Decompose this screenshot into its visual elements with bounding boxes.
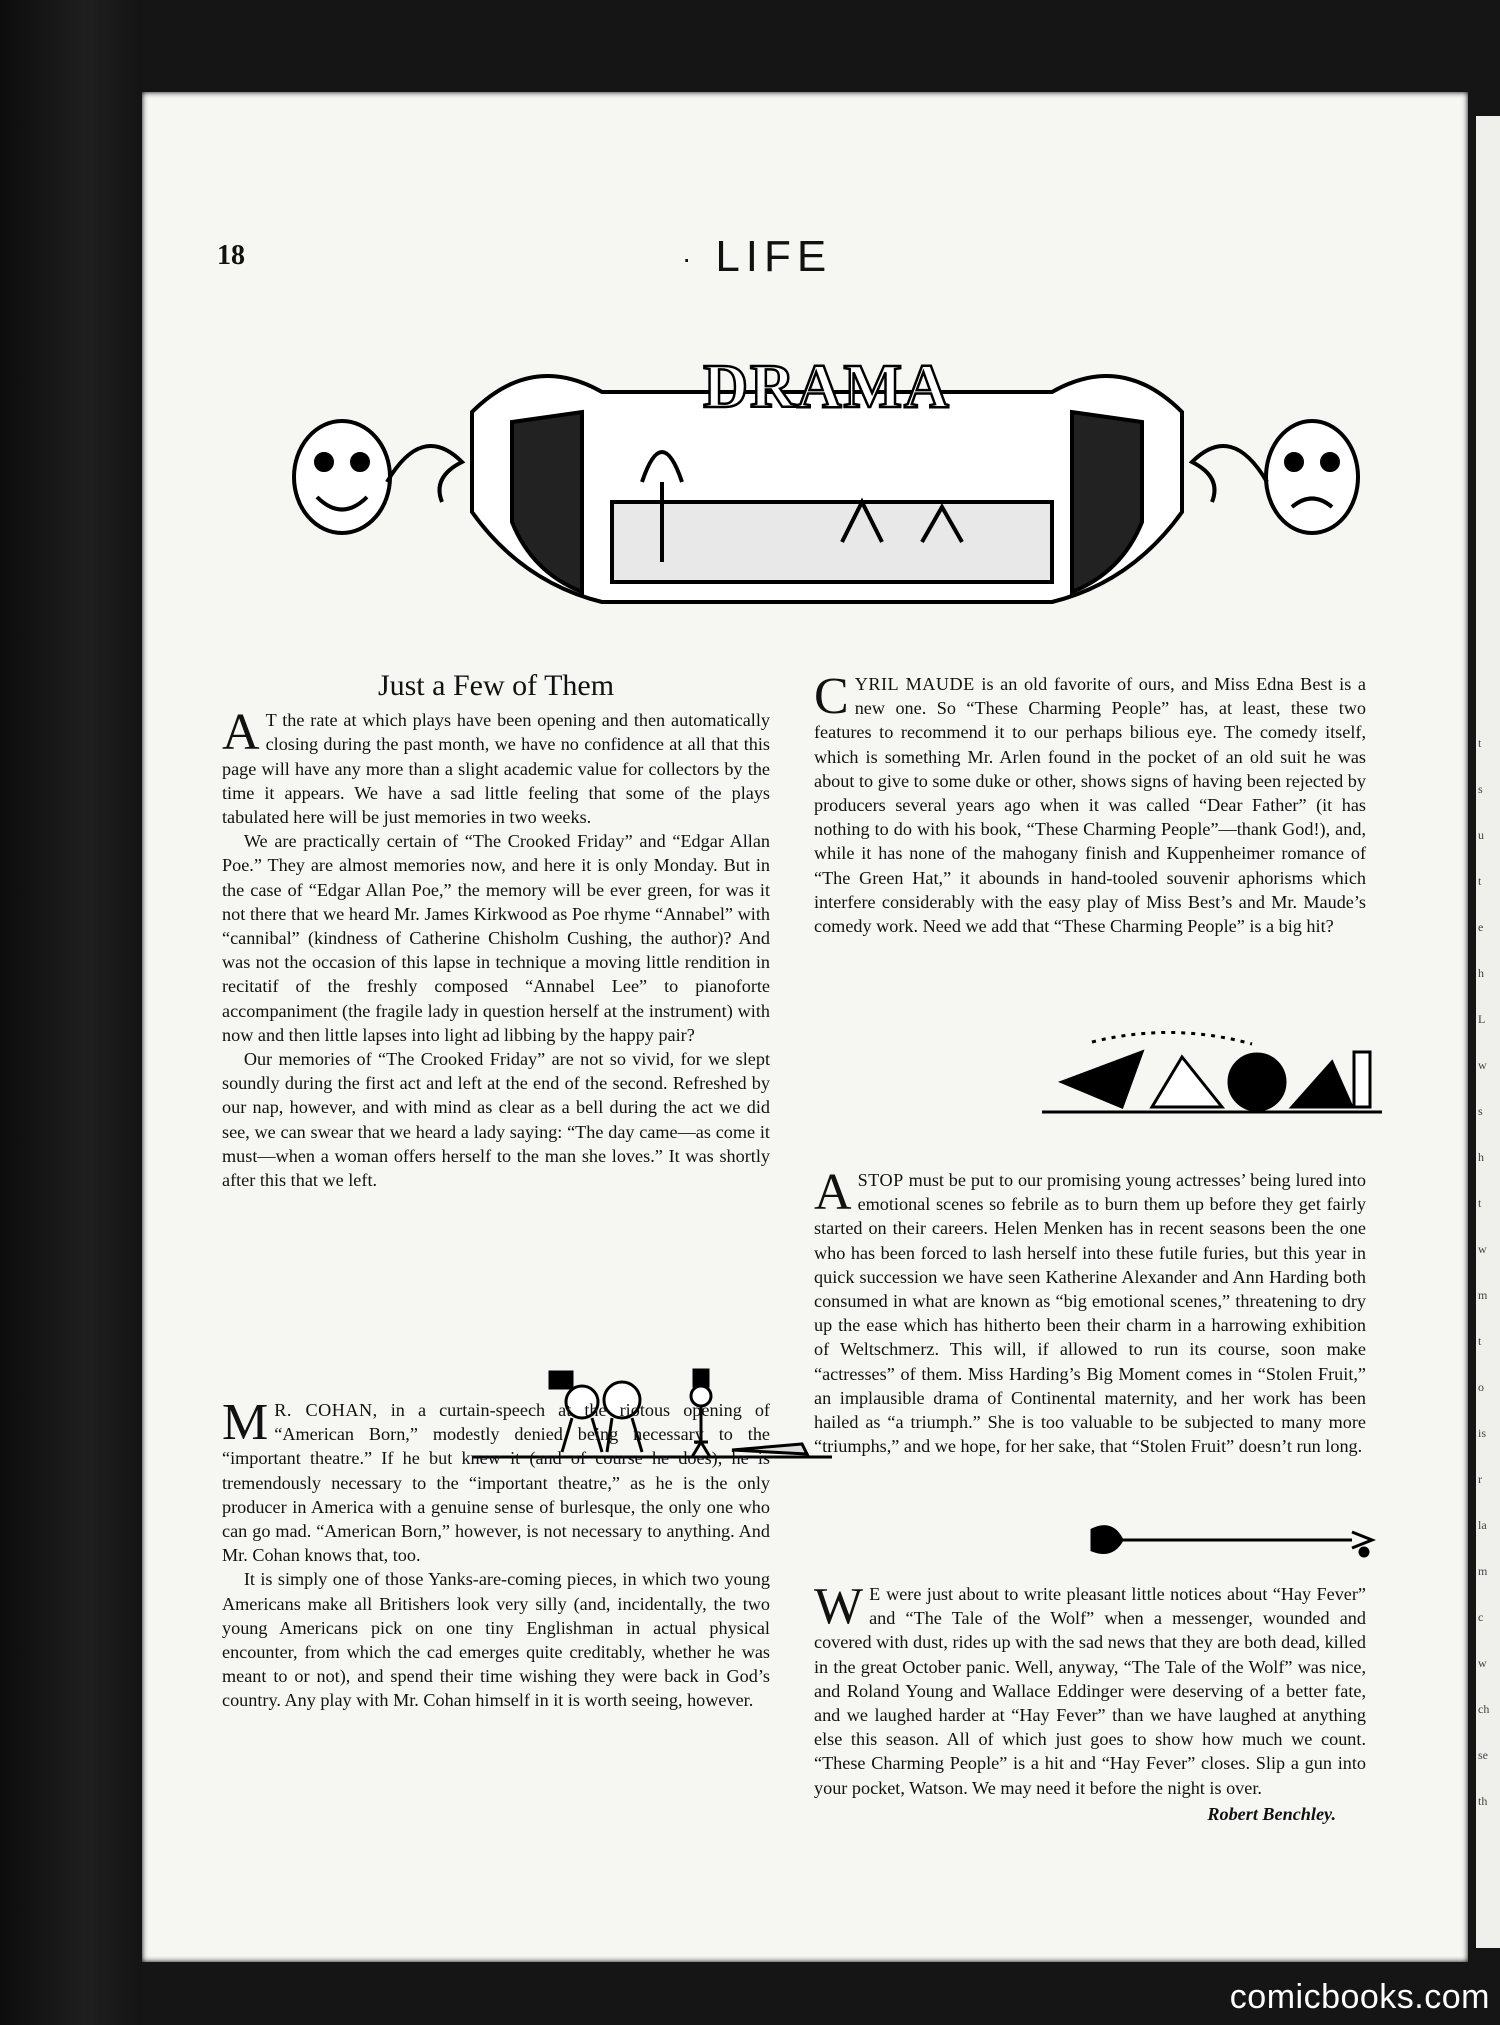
adjacent-page-fragment: r — [1478, 1472, 1482, 1486]
drop-cap: A — [222, 704, 260, 762]
adjacent-page-fragment: w — [1478, 1242, 1487, 1256]
paragraph: It is simply one of those Yanks-are-coming pieces, in which two young Americans make all Britishers look very silly (and, incidentally, the two young Americans pick on one tiny Englishman in actual physical encounter, from which the cad emerges quite creditably, whether he was meant to or not), and spend their time wishing they were back in God’s country. Any play with Mr. Cohan himself in it is worth seeing, however. — [222, 1569, 770, 1711]
paragraph: Our memories of “The Crooked Friday” are not so vivid, for we slept soundly during the first act and left at the end of the second. Refreshed by our nap, however, and with mind as clear as a bell during the act we did see, we can swear that we heard a lady saying: “The day came—as come it must—when a woman offers herself to the man she loves.” It was shortly after this that we left. — [222, 1049, 770, 1191]
adjacent-page-fragment: t — [1478, 1196, 1482, 1210]
adjacent-page-fragment: t — [1478, 1334, 1482, 1348]
adjacent-page-fragment: w — [1478, 1656, 1487, 1670]
tragedy-mask-right — [1192, 421, 1358, 533]
adjacent-page-fragment: t — [1478, 874, 1482, 888]
drama-banner-title: DRAMA — [703, 353, 951, 421]
paragraph: W E were just about to write pleasant little notices about “Hay Fever” and “The Tale of the Wolf” when a messenger, wounded and covered with dust, rides up with the sad news that they are both dead, killed in the great October panic. Well, anyway, “The Tale of the Wolf” was nice, and Roland Young and Wallace Eddinger were deserving of a better fate, and we laughed harder at “Hay Fever” than we have laughed at anything else this season. All of which just goes to show how much we count. “These Charming People” is a hit and “Hay Fever” closes. Slip a gun into your pocket, Watson. We may need it before the night is over. — [814, 1578, 1366, 1798]
adjacent-page-fragment: t — [1478, 736, 1482, 750]
adjacent-page-fragment: s — [1478, 1104, 1483, 1118]
magazine-page — [142, 92, 1468, 1962]
article-a-stop-must-be-put — [814, 1164, 1366, 1458]
adjacent-page-fragment: la — [1478, 1518, 1487, 1532]
adjacent-page-fragment: L — [1478, 1012, 1486, 1026]
paragraph: We are practically certain of “The Crooked Friday” and “Edgar Allan Poe.” They are almost memories now, and here it is only Monday. But in the case of “Edgar Allan Poe,” the memory will be ever green, for was it not there that we heard Mr. James Kirkwood as Poe rhyme “Annabel” with “cannibal” (kindness of Catherine Chisholm Cushing, the author)? And was not the occasion of this lapse in technique a moving little rendition in recitatif of the freshly composed “Annabel Lee” to pianoforte accompaniment (the fragile lady in question herself at the instrument) with now and then little lapses into light ad libbing by the happy pair? — [222, 831, 770, 1045]
page-number: 18 — [217, 240, 245, 271]
adjacent-page-fragment: is — [1478, 1426, 1487, 1440]
magazine-title: LIFE — [715, 232, 833, 281]
adjacent-page-fragment: s — [1478, 782, 1483, 796]
article-just-a-few-of-them — [222, 669, 770, 1192]
adjacent-page-fragment: w — [1478, 1058, 1487, 1072]
paragraph: CYRIL MAUDE is an old favorite of ours, and Miss Edna Best is a new one. So “These Charming People” has, at least, these two features to recommend it to our perhaps bilious eye. The comedy itself, which is something Mr. Arlen found in the pocket of an old suit he was about to give to some duke or other, shows signs of having been rejected by producers several years ago when it was called “Dear Father” (it has nothing to do with his book, “These Charming People”—thank God!), and, while it has none of the mahogany finish and Kuppenheimer romance of “The Green Hat,” it abounds in hand-tooled souvenir aphorisms which interfere considerably with the easy play of Miss Best’s and Mr. Maude’s comedy work. Need we add that “These Charming People” is a big hit? — [814, 668, 1366, 937]
drop-cap: C — [814, 668, 849, 725]
paragraph: M R. COHAN, in a curtain-speech at the riotous opening of “American Born,” modestly denied being necessary to the “important theatre.” If he but knew it (and of course he does), he is tremendously necessary to the “important theatre,” as he is the only producer in America with a genuine sense of burlesque, the only one who can go mad. “American Born,” however, is not necessary to anything. And Mr. Cohan knows that, too. — [222, 1394, 770, 1566]
adjacent-page-fragment: h — [1478, 1150, 1484, 1164]
adjacent-page-fragment: ch — [1478, 1702, 1490, 1716]
drama-banner-illustration — [282, 302, 1372, 632]
adjacent-page-fragment: th — [1478, 1794, 1488, 1808]
abstract-stage-scene-illustration — [1032, 1022, 1392, 1132]
adjacent-page-fragment: m — [1478, 1564, 1488, 1578]
article-hay-fever — [814, 1578, 1366, 1826]
paragraph: A T the rate at which plays have been opening and then automatically closing during the past month, we have no confidence at all that this page will have any more than a slight academic value for collectors by the time it appears. We have a sad little feeling that some of the plays tabulated here will be just memories in two weeks. — [222, 704, 770, 828]
drop-cap: M — [222, 1394, 269, 1451]
adjacent-page-fragment: e — [1478, 920, 1484, 934]
drop-cap: A — [814, 1164, 852, 1221]
adjacent-page-fragment: o — [1478, 1380, 1484, 1394]
adjacent-page-fragment: c — [1478, 1610, 1484, 1624]
adjacent-page-fragment: se — [1478, 1748, 1488, 1762]
adjacent-page-fragment: m — [1478, 1288, 1488, 1302]
author-signature: Robert Benchley. — [1207, 1803, 1336, 1824]
adjacent-page-edge — [1476, 116, 1500, 1948]
paragraph: ASTOP must be put to our promising young actresses’ being lured into emotional scenes so febrile as to burn them up before they get fairly started on their careers. Helen Menken has in recent seasons been the one who has been forced to lash herself into these futile furies, but this year in quick succession we have seen Katherine Alexander and Ann Harding both consumed in what are known as “big emotional scenes,” threatening to dry up the ease which has hitherto been their charm in a harrowing exhibition of Weltschmerz. This will, if allowed to run its course, soon make “actresses” of them. Miss Harding’s Big Moment comes in “Stolen Fruit,” an implausible drama of Continental maternity, and her work has been hailed as “a triumph.” She is too valuable to be subjected to many more “triumphs,” and we hope, for her sake, that “Stolen Fruit” doesn’t run long. — [814, 1164, 1366, 1457]
article-headline: Just a Few of Them — [377, 669, 615, 702]
scan-left-border — [0, 0, 142, 2025]
watermark-text: comicbooks.com — [1229, 1978, 1490, 2016]
magazine-masthead: · LIFE — [682, 232, 833, 281]
adjacent-page-fragment: h — [1478, 966, 1484, 980]
drop-cap: W — [814, 1578, 864, 1635]
article-cohan-american-born — [222, 1394, 770, 1713]
comedy-mask-left — [294, 421, 462, 533]
article-these-charming-people — [814, 668, 1366, 938]
sword-divider-illustration — [1072, 1518, 1382, 1562]
adjacent-page-fragment: u — [1478, 828, 1484, 842]
